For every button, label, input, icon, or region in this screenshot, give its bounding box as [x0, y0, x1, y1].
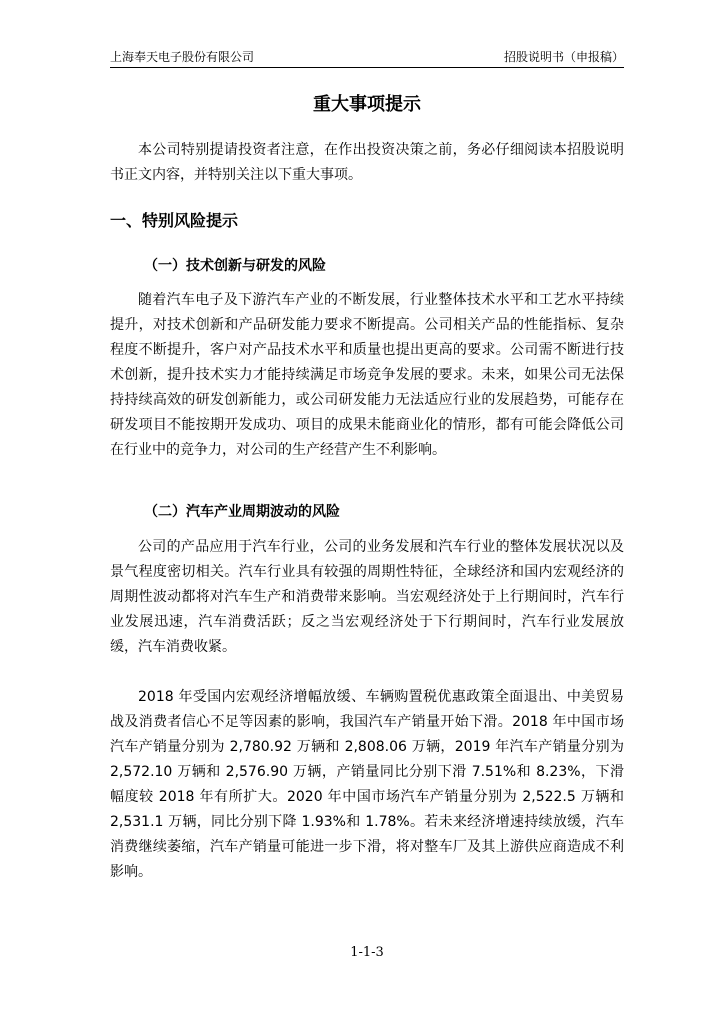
page-header [110, 49, 624, 68]
subsection-heading-tech-risk: （一）技术创新与研发的风险 [144, 258, 326, 274]
tech-risk-paragraph: 随着汽车电子及下游汽车产业的不断发展，行业整体技术水平和工艺水平持续提升，对技术创新和产品研发能力要求不断提高。公司相关产品的性能指标、复杂程度不断提升，客户对产品技术水平和质量也提出更高的要求。公司需不断进行技术创新，提升技术实力才能持续满足市场竞争发展的要求。未来，如果公司无法保持持续高效的研发创新能力，或公司研发能力无法适应行业的发展趋势，可能存在研发项目不能按期开发成功、项目的成果未能商业化的情形，都有可能会降低公司在行业中的竞争力，对公司的生产经营产生不利影响。 [110, 292, 624, 458]
page-title: 重大事项提示 [313, 94, 421, 115]
subsection-heading-cycle-risk: （二）汽车产业周期波动的风险 [144, 504, 340, 520]
header-company-name: 上海奉天电子股份有限公司 [110, 50, 255, 64]
header-document-type: 招股说明书（申报稿） [503, 50, 624, 64]
cycle-risk-paragraph-2: 2018 年受国内宏观经济增幅放缓、车辆购置税优惠政策全面退出、中美贸易战及消费者信心不足等因素的影响，我国汽车产销量开始下滑。2018 年中国市场汽车产销量分别为 2,780.92 万辆和 2,808.06 万辆，2019 年汽车产销量分别为 2,572.10 万辆和 2,576.90 万辆，产销量同比分别下滑 7.51%和 8.23%，下滑幅度较 2018 年有所扩大。2020 年中国市场汽车产销量分别为 2,522.5 万辆和 2,531.1 万辆，同比分别下降 1.93%和 1.78%。若未来经济增速持续放缓，汽车消费继续萎缩，汽车产销量可能进一步下滑，将对整车厂及其上游供应商造成不利影响。 [110, 689, 624, 880]
cycle-risk-paragraph-1: 公司的产品应用于汽车行业，公司的业务发展和汽车行业的整体发展状况以及景气程度密切相关。汽车行业具有较强的周期性特征，全球经济和国内宏观经济的周期性波动都将对汽车生产和消费带来影响。当宏观经济处于上行期间时，汽车行业发展迅速，汽车消费活跃；反之当宏观经济处于下行期间时，汽车行业发展放缓，汽车消费收紧。 [110, 539, 624, 655]
page-number: 1-1-3 [350, 945, 384, 960]
section-heading-risk: 一、特别风险提示 [110, 211, 239, 230]
intro-paragraph: 本公司特别提请投资者注意，在作出投资决策之前，务必仔细阅读本招股说明书正文内容，并特别关注以下重大事项。 [110, 142, 624, 183]
